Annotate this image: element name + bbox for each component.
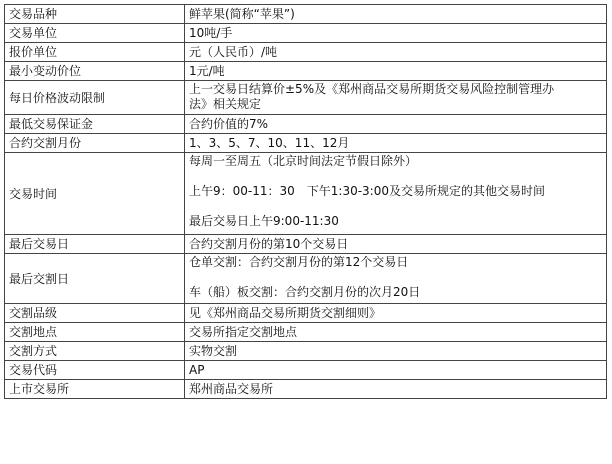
row-value: [185, 134, 607, 153]
row-label: 最后交割日: [5, 254, 185, 304]
row-value: [185, 43, 607, 62]
row-label: 交割方式: [5, 342, 185, 361]
row-value-line: 鲜苹果(简称“苹果”): [189, 7, 295, 21]
row-value: [185, 24, 607, 43]
line-gap: [189, 270, 602, 285]
table-row-delivery-months: [5, 134, 607, 153]
row-value-line: 合约交割月份的第10个交易日: [189, 237, 349, 251]
table-row-delivery-grade: [5, 304, 607, 323]
row-value-line: 元（人民币）/吨: [189, 45, 278, 59]
row-value-line: 每周一至周五（北京时间法定节假日除外）: [189, 154, 418, 168]
row-label: 上市交易所: [5, 380, 185, 399]
table-row-delivery-method: [5, 342, 607, 361]
row-value: [185, 342, 607, 361]
table-row-trading-hours: [5, 153, 607, 235]
row-label: 交易单位: [5, 24, 185, 43]
row-value-line: 法》相关规定: [189, 97, 262, 111]
row-value: [185, 153, 607, 235]
row-label: 报价单位: [5, 43, 185, 62]
row-value-line: 1、3、5、7、10、11、12月: [189, 136, 350, 150]
line-gap: [189, 169, 602, 184]
row-value: [185, 62, 607, 81]
table-row-variety: [5, 5, 607, 24]
table-row-ticker-code: [5, 361, 607, 380]
row-value: [185, 81, 607, 115]
row-label: 最后交易日: [5, 235, 185, 254]
contract-spec-table: [4, 4, 607, 399]
row-label: 交易时间: [5, 153, 185, 235]
table-row-trading-unit: [5, 24, 607, 43]
row-value-line: 郑州商品交易所: [189, 382, 274, 396]
row-value-line: 上一交易日结算价±5%及《郑州商品交易所期货交易风险控制管理办: [189, 82, 555, 96]
row-value-line: 10吨/手: [189, 26, 233, 40]
row-label: 交割地点: [5, 323, 185, 342]
row-value-line: 合约价值的7%: [189, 117, 269, 131]
table-row-last-trading-day: [5, 235, 607, 254]
row-value-line: 上午9：00-11：30 下午1:30-3:00及交易所规定的其他交易时间: [189, 184, 545, 198]
row-label: 每日价格波动限制: [5, 81, 185, 115]
row-label: 交割品级: [5, 304, 185, 323]
row-value: [185, 304, 607, 323]
row-value: [185, 235, 607, 254]
row-value-line: 实物交割: [189, 344, 238, 358]
line-gap: [189, 199, 602, 214]
row-value-line: 仓单交割：合约交割月份的第12个交易日: [189, 255, 409, 269]
row-label: 最小变动价位: [5, 62, 185, 81]
row-label: 交易代码: [5, 361, 185, 380]
row-value-line: AP: [189, 363, 205, 377]
row-value-line: 见《郑州商品交易所期货交割细则》: [189, 306, 382, 320]
table-row-last-delivery-day: [5, 254, 607, 304]
table-row-price-limit: [5, 81, 607, 115]
table-row-quote-unit: [5, 43, 607, 62]
row-label: 合约交割月份: [5, 134, 185, 153]
table-row-tick-size: [5, 62, 607, 81]
row-value-line: 交易所指定交割地点: [189, 325, 298, 339]
row-value-line: 1元/吨: [189, 64, 225, 78]
row-value: [185, 115, 607, 134]
row-label: 交易品种: [5, 5, 185, 24]
row-value: [185, 323, 607, 342]
row-value: [185, 361, 607, 380]
row-value-line: 最后交易日上午9:00-11:30: [189, 214, 339, 228]
row-label: 最低交易保证金: [5, 115, 185, 134]
row-value: [185, 254, 607, 304]
table-row-margin: [5, 115, 607, 134]
row-value: [185, 380, 607, 399]
row-value: [185, 5, 607, 24]
table-row-delivery-location: [5, 323, 607, 342]
table-row-exchange: [5, 380, 607, 399]
row-value-line: 车（船）板交割：合约交割月份的次月20日: [189, 285, 421, 299]
